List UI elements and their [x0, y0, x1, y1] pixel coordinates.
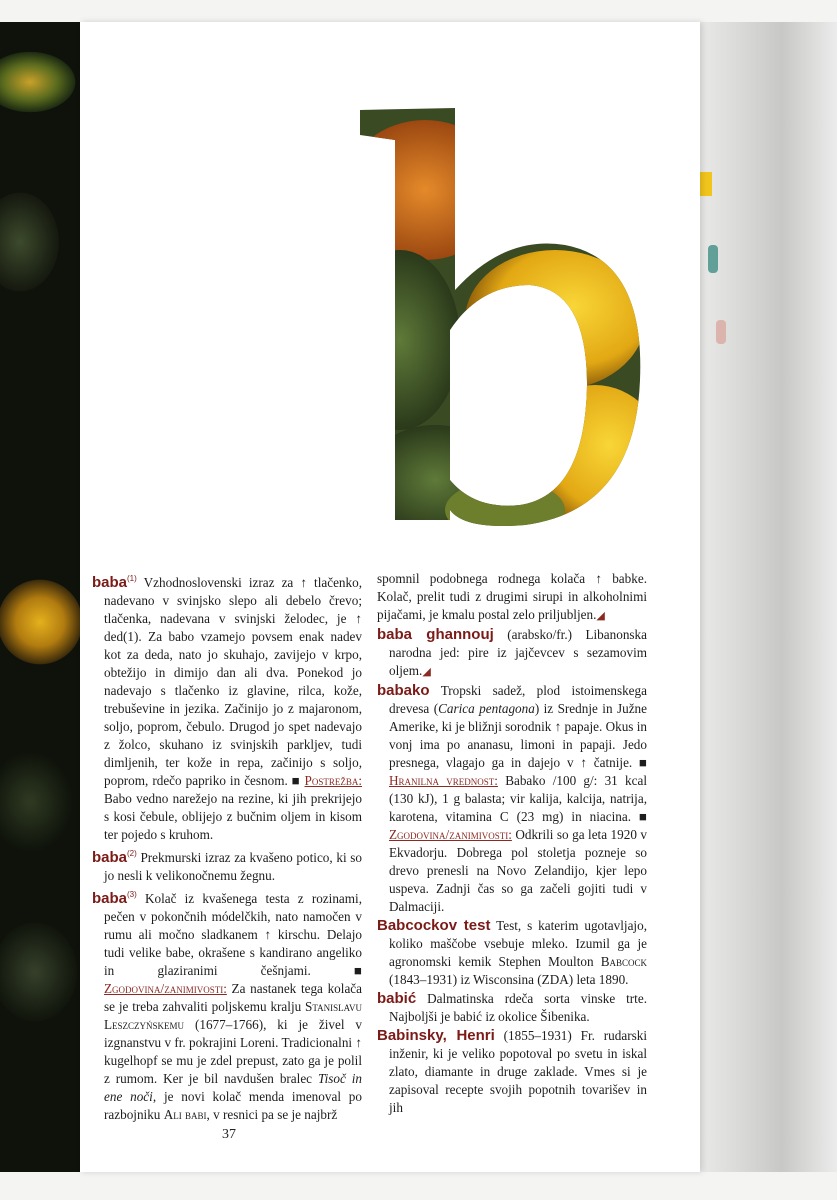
entry-text: Kolač iz kvašenega testa z rozinami, pečen v pokončnih módelčkih, nato namočen v rumu ali močno sladkanem ↑ kirschu. Delajo tudi velike babe, okrašene s kandirano angeliko in glaziranimi češnjami. ■: [104, 891, 362, 978]
entry-headword: Babinsky, Henri: [377, 1027, 495, 1044]
dictionary-entry: [377, 917, 647, 989]
section-label: Hranilna vrednost:: [389, 773, 498, 788]
continued-entry: [377, 570, 647, 625]
entry-text: Vzhodnoslovenski izraz za ↑ tlačenko, nadevano v svinjsko slepo ali debelo črevo; tlačenka, nadevana v svinjski želodec, je ↑ ded(1). Za babo vzamejo povsem enak nadev kot za deda, nato jo skuhajo, zavijejo v krpo, obtežijo in dimijo dan ali dva. Ponekod jo nadevajo s tlačenko iz glavine, rilca, kože, trebuševine in jezika. Začinijo jo z majaronom, soljo, poprom, čebulo. Drugod jo spet nadevajo z žolco, skuhano iz svinjskih parkljev, tudi dimljenih, ter kože in repa, začinijo s soljo, poprom, rdečo papriko in česnom. ■: [104, 575, 362, 788]
entry-text: , je novi kolač menda imenoval po razbojniku: [104, 1089, 362, 1122]
book-title: Tisoč in ene noči: [104, 1071, 363, 1104]
entry-text: (arabsko/fr.) Libanonska narodna jed: pire iz jajčevcev s sezamovim oljem.: [389, 627, 647, 678]
entry-text: Babo vedno narežejo na rezine, ki jih prekrijejo s kosi čebule, oblijejo z bučnim oljem in kisom ter pojedo s kruhom.: [104, 791, 362, 842]
dictionary-entry: [92, 845, 362, 885]
entry-text: Dalmatinska rdeča sorta vinske trte. Najboljši je babić iz okolice Šibenika.: [389, 991, 647, 1024]
section-label: Zgodovina/zanimivosti:: [389, 827, 512, 842]
entry-text: Za nastanek tega kolača se je treba zahvaliti poljskemu kralju: [104, 981, 362, 1014]
entry-headword: baba ghannouj: [377, 626, 494, 643]
edge-marker-pink: [716, 320, 726, 344]
end-mark-icon: ◢: [422, 666, 431, 678]
entry-text: , v resnici pa se je najbrž: [206, 1107, 338, 1122]
person-name: Ali babi: [163, 1107, 207, 1122]
book-page-edge: [700, 22, 837, 1172]
left-text-column: [92, 570, 362, 1125]
squash-photo-strip: [0, 22, 80, 1172]
entry-headword: Babcockov test: [377, 917, 491, 934]
dictionary-entry: [377, 1027, 647, 1117]
edge-marker-teal: [708, 245, 718, 273]
entry-headword: baba$^{(1)}$: [92, 574, 137, 591]
section-label: Postrežba:: [304, 773, 362, 788]
entry-text: (1677–1766), ki je živel v izgnanstvu v fr. pokrajini Loreni. Tradicionalni ↑ kugelhopf se mu je zdel prepust, zato ga je polil z rumom. Ker je bil navdušen bralec: [104, 1017, 362, 1086]
entry-headword: baba$^{(2)}$: [92, 849, 137, 866]
entry-headword: babako: [377, 682, 430, 699]
entry-headword: babić: [377, 990, 417, 1007]
page-number: 37: [222, 1127, 236, 1142]
decorative-letter-b: [355, 40, 655, 560]
entry-text: (1843–1931) iz Wisconsina (ZDA) leta 1890.: [389, 972, 629, 987]
right-text-column: [377, 570, 647, 1118]
end-mark-icon: ◢: [596, 610, 605, 622]
dictionary-entry: [377, 990, 647, 1026]
dictionary-entry: [92, 886, 362, 1124]
entry-text: Odkrili so ga leta 1920 v Ekvadorju. Dobrega pol stoletja pozneje so drevo prenesli na Novo Zelandijo, kjer lepo uspeva. Zadnji čas so ga začeli gojiti tudi v Dalmaciji.: [389, 827, 647, 914]
entry-text: ) iz Srednje in Južne Amerike, ki je bližnji sorodnik ↑ papaje. Okus in vonj ima po ananasu, limoni in papaji. Jedo presnega, vlagajo ga in dajejo v ↑ čatnije. ■: [389, 701, 647, 770]
person-name: Babcock: [600, 954, 647, 969]
latin-name: Carica pentagona: [438, 701, 535, 716]
person-name: Stanislavu Leszczyńskemu: [104, 999, 362, 1032]
entry-text: Test, s katerim ugotavljajo, koliko maščobe vsebuje mleko. Izumil ga je agronomski kemik Stephen Moulton: [389, 918, 647, 969]
dictionary-entry: [92, 570, 362, 844]
dictionary-entry: [377, 682, 647, 916]
entry-text: (1855–1931) Fr. rudarski inženir, ki je veliko popotoval po svetu in iskal zlato, diamante in druge zaklade. Vmes si je zapisoval recepte svojih popotnih tovarišev in jih: [389, 1028, 647, 1115]
entry-text: spomnil podobnega rodnega kolača ↑ babke. Kolač, prelit tudi z drugimi sirupi in alkoholnimi pijačami, je kmalu postal zelo priljubljen.: [377, 571, 647, 622]
entry-headword: baba$^{(3)}$: [92, 890, 137, 907]
entry-text: Tropski sadež, plod istoimenskega drevesa (: [389, 683, 647, 716]
entry-text: Babako /100 g/: 31 kcal (130 kJ), 1 g balasta; vir kalija, kalcija, natrija, karotena, vitamina C (23 mg) in niacina. ■: [389, 773, 647, 824]
entry-text: Prekmurski izraz za kvašeno potico, ki so jo nesli k velikonočnemu žegnu.: [104, 850, 362, 883]
dictionary-entry: [377, 626, 647, 681]
section-label: Zgodovina/zanimivosti:: [104, 981, 227, 996]
